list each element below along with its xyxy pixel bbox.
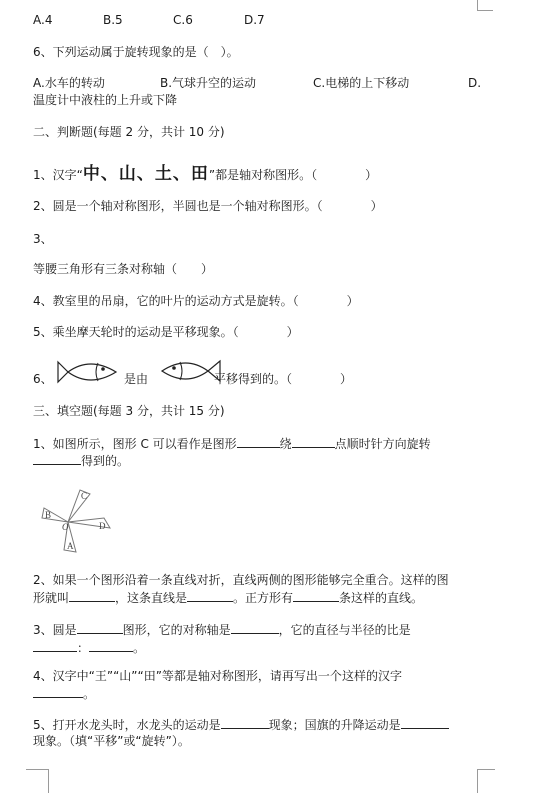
- label-o: O: [62, 522, 69, 532]
- answer-blank[interactable]: [187, 590, 233, 602]
- question-text: 图形，它的对称轴是: [122, 623, 231, 637]
- answer-blank[interactable]: [237, 436, 280, 448]
- fill-question-3-cont: [33, 640, 145, 656]
- question-text: ”都是轴对称图形。（ ）: [208, 168, 378, 182]
- answer-blank[interactable]: [231, 622, 279, 634]
- question-text: 5、打开水龙头时，水龙头的运动是: [33, 718, 221, 732]
- fill-question-2-cont: [33, 590, 423, 606]
- answer-blank[interactable]: [77, 622, 123, 634]
- answer-blank[interactable]: [292, 436, 335, 448]
- fish-figure-right: [56, 358, 120, 386]
- fill-question-3: [33, 622, 411, 638]
- answer-blank[interactable]: [33, 640, 77, 652]
- question-text: ，这条直线是: [115, 591, 188, 605]
- label-b: B: [45, 510, 52, 520]
- fill-question-4: 4、汉字中“王”“山”“田”等都是轴对称图形，请再写出一个这样的汉字: [33, 669, 402, 683]
- crop-mark: [477, 769, 495, 770]
- option-c: C.6: [173, 13, 193, 27]
- fill-question-1: [33, 436, 431, 452]
- question-text: 形就叫: [33, 591, 70, 605]
- question-text: 平移得到的。（ ）: [214, 372, 353, 386]
- section-heading: 三、填空题(每题 3 分，共计 15 分): [33, 404, 225, 418]
- label-a: A: [67, 541, 74, 551]
- judge-question-2: 2、圆是一个轴对称图形，半圆也是一个轴对称图形。（ ）: [33, 199, 383, 213]
- question-text: ，它的直径与半径的比是: [278, 623, 411, 637]
- question-text: ：: [77, 641, 90, 655]
- crop-mark: [477, 0, 478, 10]
- judge-question-4: 4、教室里的吊扇，它的叶片的运动方式是旋转。（ ）: [33, 294, 359, 308]
- option-c: C.电梯的上下移动: [313, 76, 410, 90]
- choice-options-row: [33, 13, 265, 28]
- option-b: B.气球升空的运动: [160, 76, 257, 90]
- fill-question-4-cont: [33, 686, 95, 702]
- answer-blank[interactable]: [89, 640, 133, 652]
- judge-question-1: [33, 164, 377, 185]
- chinese-characters: 中、山、土、田: [82, 164, 209, 184]
- judge-question-6: [33, 372, 353, 387]
- fish-figure-left: [160, 357, 222, 385]
- option-d-continued: 温度计中液柱的上升或下降: [33, 93, 178, 107]
- answer-blank[interactable]: [293, 590, 339, 602]
- option-a: A.水车的转动: [33, 76, 105, 90]
- choice-options-row: [33, 76, 503, 91]
- question-text: 条这样的直线。: [339, 591, 424, 605]
- crop-mark: [477, 769, 478, 793]
- question-text: 得到的。: [81, 454, 130, 468]
- crop-mark: [26, 769, 48, 770]
- question-text: 3、圆是: [33, 623, 77, 637]
- question-text: 1、如图所示，图形 C 可以看作是图形: [33, 437, 237, 451]
- question-text: 。: [133, 641, 146, 655]
- question-text: 。: [83, 687, 96, 701]
- question-stem: 6、下列运动属于旋转现象的是（ ）。: [33, 45, 239, 59]
- option-a: A.4: [33, 13, 53, 27]
- crop-mark: [48, 769, 49, 793]
- question-text: 现象；国旗的升降运动是: [268, 718, 401, 732]
- option-d: D.: [468, 76, 482, 90]
- fill-question-5-cont: 现象。（填“平移”或“旋转”）。: [33, 734, 190, 748]
- answer-blank[interactable]: [69, 590, 115, 602]
- fill-question-2: 2、如果一个图形沿着一条直线对折，直线两侧的图形能够完全重合。这样的图: [33, 573, 449, 587]
- section-heading: 二、判断题(每题 2 分，共计 10 分): [33, 125, 225, 139]
- option-d: D.7: [244, 13, 265, 27]
- answer-blank[interactable]: [33, 686, 83, 698]
- question-number: 6、: [33, 372, 53, 386]
- fill-question-1-cont: [33, 453, 129, 469]
- crop-mark: [477, 10, 493, 11]
- question-text: 点顺时针方向旋转: [334, 437, 431, 451]
- judge-question-3: 等腰三角形有三条对称轴（ ）: [33, 262, 214, 276]
- question-text: 1、汉字“: [33, 168, 83, 182]
- option-b: B.5: [103, 13, 123, 27]
- judge-question-3-number: 3、: [33, 232, 53, 246]
- question-text: 是由: [124, 372, 149, 386]
- label-c: C: [81, 491, 88, 501]
- answer-blank[interactable]: [33, 453, 81, 465]
- question-text: 绕: [279, 437, 292, 451]
- fill-question-5: [33, 717, 449, 733]
- question-text: 。正方形有: [233, 591, 294, 605]
- label-d: D: [99, 521, 106, 531]
- answer-blank[interactable]: [221, 717, 269, 729]
- rotation-figure: [38, 486, 118, 554]
- judge-question-5: 5、乘坐摩天轮时的运动是平移现象。（ ）: [33, 325, 299, 339]
- answer-blank[interactable]: [401, 717, 449, 729]
